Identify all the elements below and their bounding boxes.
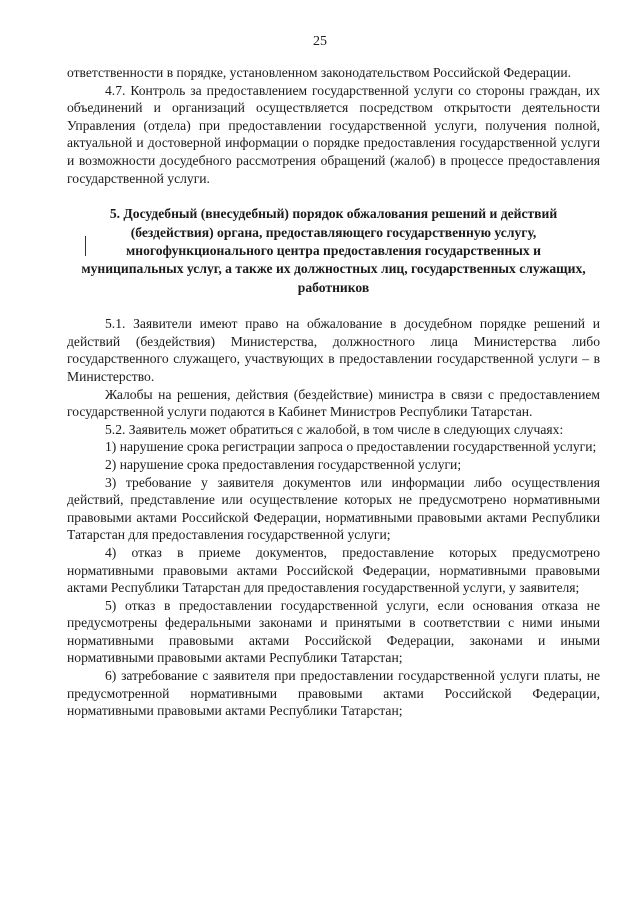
list-item: 3) требование у заявителя документов или информации либо осуществления действий, представление или осуществление которых не предусмотрено нормативными правовыми актами Российской Федерации, нормативными правовыми актами Республики Татарстан для предоставления государственной услуги;	[67, 474, 600, 543]
list-item: 4) отказ в приеме документов, предоставление которых предусмотрено нормативными правовыми актами Российской Федерации, нормативными правовыми актами Республики Татарстан для предоставления государственной услуги, у заявителя;	[67, 544, 600, 596]
page-number: 25	[313, 34, 327, 49]
paragraph-intro: ответственности в порядке, установленном законодательством Российской Федерации.	[67, 65, 572, 80]
paragraph-5-1: 5.1. Заявители имеют право на обжалование в досудебном порядке решений и действий (бездействия) Министерства, должностного лица Министерства либо государственного служащего, участвующих в предоставлении государственной услуги – в Министерство.	[67, 316, 600, 384]
list-item: 1) нарушение срока регистрации запроса о предоставлении государственной услуги;	[105, 439, 597, 455]
list-item: 6) затребование с заявителя при предоставлении государственной услуги платы, не предусмотренной нормативными правовыми актами Российской Федерации, нормативными правовыми актами Республики Татарстан;	[67, 668, 600, 719]
list-item: 2) нарушение срока предоставления государственной услуги;	[105, 456, 462, 472]
paragraph-complaints: Жалобы на решения, действия (бездействие) министра в связи с предоставлением государственной услуги подаются в Кабинет Министров Республики Татарстан.	[67, 386, 600, 420]
document-body	[67, 64, 600, 720]
section-heading-5: 5. Досудебный (внесудебный) порядок обжалования решений и действий (бездействия) органа, предоставляющего государственную услугу, многофункционального центра предоставления государственных и муниципальных услуг, а также их должностных лиц, государственных служащих, работников	[81, 206, 586, 295]
paragraph-5-2: 5.2. Заявитель может обратиться с жалобой, в том числе в следующих случаях:	[105, 421, 564, 437]
list-item: 5) отказ в предоставлении государственной услуги, если основания отказа не предусмотрены федеральными законами и принятыми в соответствии с ними иными нормативными правовыми актами Российской Федерации, законами и иными нормативными правовыми актами Республики Татарстан;	[67, 597, 600, 666]
paragraph-4-7: 4.7. Контроль за предоставлением государственной услуги со стороны граждан, их объединений и организаций осуществляется посредством открытости деятельности Управления (отдела) при предоставлении государственной услуги, получения полной, актуальной и достоверной информации о порядке предоставления государственной услуги и возможности досудебного рассмотрения обращений (жалоб) в процессе предоставления государственной услуги.	[67, 82, 600, 186]
